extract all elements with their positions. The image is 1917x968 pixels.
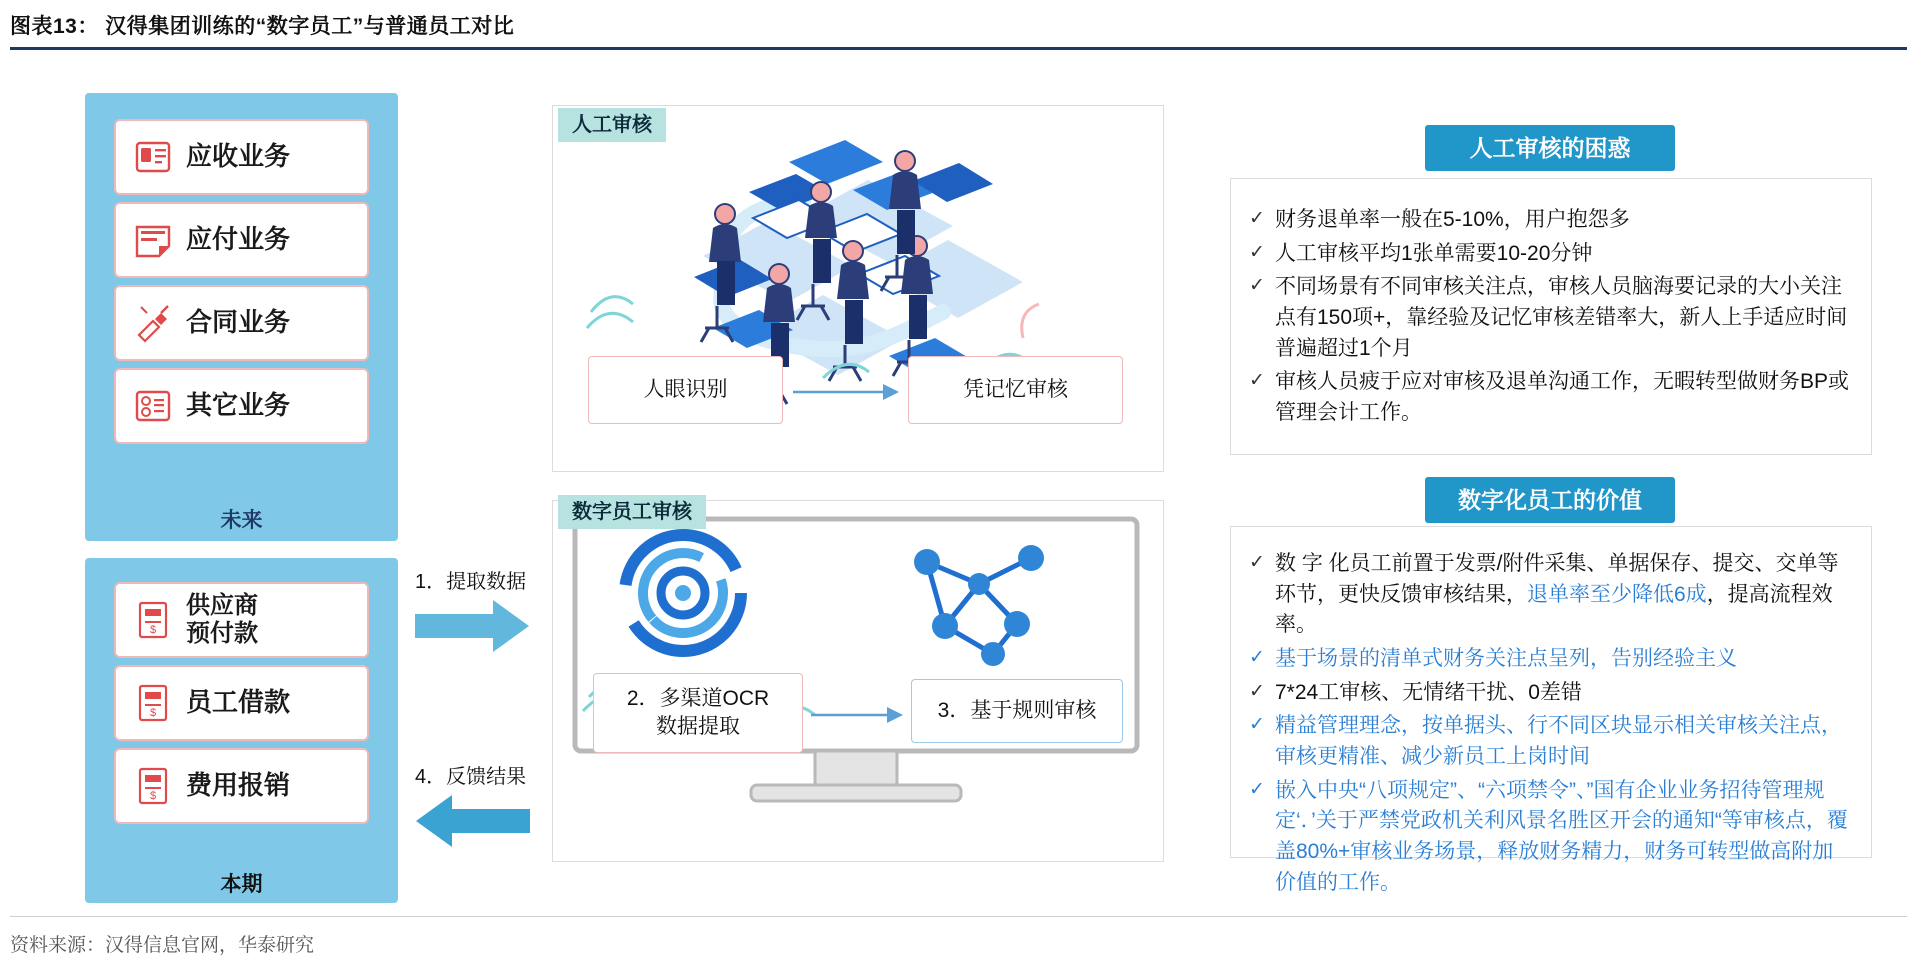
right-panel2-title: 数字化员工的价值 [1425,477,1675,523]
list-item [1249,549,1853,641]
list-item[interactable] [114,582,369,658]
header-divider [10,47,1907,50]
check-icon: ✓ [1249,241,1265,263]
receivables-icon [130,134,176,180]
list-item [1249,678,1853,709]
manual-step-connector [791,374,903,410]
digital-step-left-line1: 2．多渠道OCR [626,686,770,710]
manual-review-panel [552,105,1164,472]
left-panel-future [85,93,398,541]
svg-text:$: $ [149,790,157,802]
footer-divider [10,916,1907,917]
arrow-label-feedback: 4．反馈结果 [415,766,527,788]
digital-step-connector [809,697,907,733]
list-item[interactable] [114,285,369,361]
list-item-label: 财务退单率一般在5-10%，用户抱怨多 [1275,208,1630,231]
right-panel1-box [1230,178,1872,455]
digital-review-tag: 数字员工审核 [558,495,706,529]
list-item-label: 人工审核平均1张单需要10-20分钟 [1275,241,1593,265]
list-item-label [186,592,258,647]
supplier-prepay-icon [130,597,176,643]
arrow-label-extract: 1．提取数据 [415,571,527,593]
check-icon: ✓ [1249,778,1265,800]
list-item[interactable] [114,119,369,195]
list-item-label: 费用报销 [186,770,291,801]
manual-review-tag: 人工审核 [558,108,666,142]
digital-step-right: 3．基于规则审核 [911,679,1123,743]
list-item-label: 合同业务 [186,307,291,338]
list-item-label: 员工借款 [186,687,291,718]
list-item-label: 应付业务 [186,224,291,255]
list-item [1249,776,1853,899]
right-panel2-bullets [1249,549,1853,901]
digital-review-panel [552,500,1164,862]
digital-step-left-line2: 数据提取 [655,715,740,738]
list-item [1249,272,1853,364]
manual-step-right: 凭记忆审核 [908,356,1123,424]
manual-step-left: 人眼识别 [588,356,783,424]
right-panel2-box [1230,526,1872,894]
list-item-label: 嵌入中央“八项规定”、“六项禁令”、”国有企业业务招待管理规定‘．’关于严禁党政机关利风景名胜区开会的通知“等审核点，覆盖80%+审核业务场景，释放财务精力，财务可转型做高附加价值的工作。 [1275,778,1848,894]
check-icon: ✓ [1249,275,1265,297]
left-panel-current [85,558,398,903]
panel-tag-current: 本期 [220,873,263,896]
check-icon: ✓ [1249,714,1265,736]
list-item-label-line1: 供应商 [186,592,258,620]
list-item-label: 应收业务 [186,141,291,172]
list-item-label: 基于场景的清单式财务关注点呈列，告别经验主义 [1275,646,1737,670]
list-item [1249,205,1853,236]
payables-icon [130,217,176,263]
list-item-label: 7*24工审核、无情绪干扰、0差错 [1275,680,1582,704]
list-item-label: 不同场景有不同审核关注点，审核人员脑海要记录的大小关注点有150项+，靠经验及记忆审核差错率大，新人上手适应时间普遍超过1个月 [1275,275,1848,360]
source-note: 资料来源：汉得信息官网，华泰研究 [10,935,315,956]
check-icon: ✓ [1249,646,1265,668]
list-item-label-part1: 数 字 化员工前置于发票/附件采集、单据保存、提交、交单等环节，更快反馈审核结果， [1275,552,1839,606]
list-item [1249,367,1853,428]
svg-text:$: $ [149,707,157,719]
arrow-left-feedback [415,793,530,854]
list-item [1249,644,1853,675]
chart-header [0,0,1917,56]
check-icon: ✓ [1249,680,1265,702]
arrow-right-extract [415,598,530,659]
check-icon: ✓ [1249,370,1265,392]
list-item[interactable] [114,202,369,278]
list-item-label-highlight: 退单率至少降低6成 [1527,582,1707,606]
list-item-label [1275,549,1853,641]
expense-claim-icon [130,763,176,809]
list-item-label-line2: 预付款 [186,620,258,647]
list-item [1249,711,1853,772]
list-item[interactable] [114,748,369,824]
list-item-label-part2: ，提高流程效率。 [1275,582,1833,637]
check-icon: ✓ [1249,208,1265,229]
list-item-label: 其它业务 [186,390,291,421]
contract-icon [130,300,176,346]
list-item-label: 精益管理理念，按单据头、行不同区块显示相关审核关注点，审核更精准、减少新员工上岗时间 [1275,714,1842,768]
check-icon: ✓ [1249,552,1265,573]
panel-tag-future: 未来 [220,509,263,532]
right-panel1-bullets [1249,205,1853,432]
list-item-label: 审核人员疲于应对审核及退单沟通工作，无暇转型做财务BP或管理会计工作。 [1275,370,1850,424]
right-panel1-title: 人工审核的困惑 [1425,125,1675,171]
employee-loan-icon [130,680,176,726]
page-title: 图表13： 汉得集团训练的“数字员工”与普通员工对比 [10,15,515,38]
svg-text:$: $ [149,624,157,636]
list-item[interactable] [114,665,369,741]
digital-step-left [593,673,803,753]
digital-step-left-text [627,685,769,742]
other-icon [130,383,176,429]
list-item [1249,239,1853,270]
list-item[interactable] [114,368,369,444]
